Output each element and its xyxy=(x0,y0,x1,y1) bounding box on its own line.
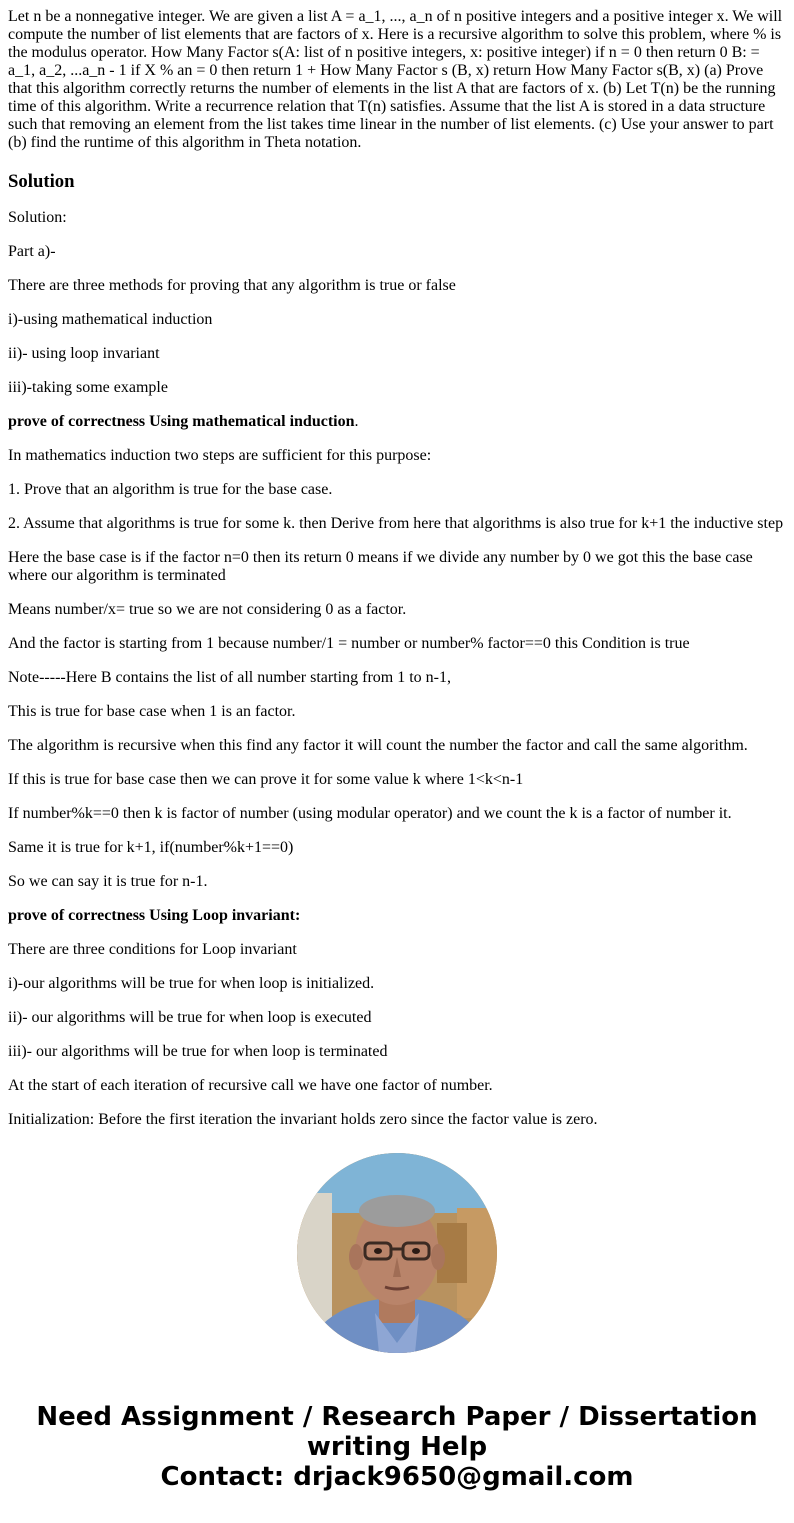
paragraph: Same it is true for k+1, if(number%k+1==0) xyxy=(8,839,294,856)
period: . xyxy=(354,413,359,430)
paragraph: Part a)- xyxy=(8,243,56,260)
paragraph: This is true for base case when 1 is an factor. xyxy=(8,703,296,720)
paragraph: i)-our algorithms will be true for when loop is initialized. xyxy=(8,975,375,992)
paragraph: Here the base case is if the factor n=0 then its return 0 means if we divide any number by 0 we got this the base case where our algorithm is terminated xyxy=(8,549,753,584)
avatar-photo xyxy=(297,1153,497,1353)
paragraph: 2. Assume that algorithms is true for some k. then Derive from here that algorithms is also true for k+1 the inductive step xyxy=(8,515,784,532)
paragraph: Note-----Here B contains the list of all number starting from 1 to n-1, xyxy=(8,669,451,686)
induction-heading: prove of correctness Using mathematical induction xyxy=(8,413,355,430)
paragraph: At the start of each iteration of recursive call we have one factor of number. xyxy=(8,1077,493,1094)
footer-contact-email: Contact: drjack9650@gmail.com xyxy=(160,1462,634,1492)
solution-heading: Solution xyxy=(8,171,75,192)
paragraph: The algorithm is recursive when this find any factor it will count the number the factor and call the same algorithm. xyxy=(8,737,748,754)
paragraph: There are three methods for proving that any algorithm is true or false xyxy=(8,277,456,294)
paragraph: In mathematics induction two steps are sufficient for this purpose: xyxy=(8,447,432,464)
paragraph: ii)- using loop invariant xyxy=(8,345,160,362)
footer-contact-block xyxy=(0,1402,794,1492)
question-text: Let n be a nonnegative integer. We are given a list A = a_1, ..., a_n of n positive integers and a positive integer x. We will compute the number of list elements that are factors of x. Here is a recursive algorithm to solve this problem, where % is the modulus operator. How Many Factor s(A: list of n positive integers, x: positive integer) if n = 0 then return 0 B: = a_1, a_2, ...a_n - 1 if X % an = 0 then return 1 + How Many Factor s (B, x) return How Many Factor s(B, x) (a) Prove that this algorithm correctly returns the number of elements in the list A that are factors of x. (b) Let T(n) be the running time of this algorithm. Write a recurrence relation that T(n) satisfies. Assume that the list A is stored in a data structure such that removing an element from the list takes time linear in the number of list elements. (c) Use your answer to part (b) find the runtime of this algorithm in Theta notation. xyxy=(8,8,783,151)
footer-line-2: writing Help xyxy=(306,1432,488,1462)
paragraph: Solution: xyxy=(8,209,67,226)
paragraph: Means number/x= true so we are not considering 0 as a factor. xyxy=(8,601,407,618)
footer-line-1: Need Assignment / Research Paper / Dissertation xyxy=(36,1402,758,1432)
document-content xyxy=(8,8,786,1124)
paragraph: iii)-taking some example xyxy=(8,379,168,396)
paragraph: And the factor is starting from 1 because number/1 = number or number% factor==0 this Condition is true xyxy=(8,635,690,652)
induction-heading-paragraph xyxy=(8,413,786,431)
paragraph: i)-using mathematical induction xyxy=(8,311,213,328)
paragraph: If number%k==0 then k is factor of number (using modular operator) and we count the k is a factor of number it. xyxy=(8,805,732,822)
paragraph: Initialization: Before the first iteration the invariant holds zero since the factor value is zero. xyxy=(8,1111,598,1124)
paragraph: iii)- our algorithms will be true for when loop is terminated xyxy=(8,1043,388,1060)
paragraph: So we can say it is true for n-1. xyxy=(8,873,208,890)
paragraph: There are three conditions for Loop invariant xyxy=(8,941,297,958)
author-avatar xyxy=(297,1153,497,1353)
loop-invariant-heading: prove of correctness Using Loop invariant: xyxy=(8,907,301,924)
paragraph: ii)- our algorithms will be true for when loop is executed xyxy=(8,1009,372,1026)
paragraph: 1. Prove that an algorithm is true for the base case. xyxy=(8,481,333,498)
paragraph: If this is true for base case then we can prove it for some value k where 1<k<n-1 xyxy=(8,771,524,788)
